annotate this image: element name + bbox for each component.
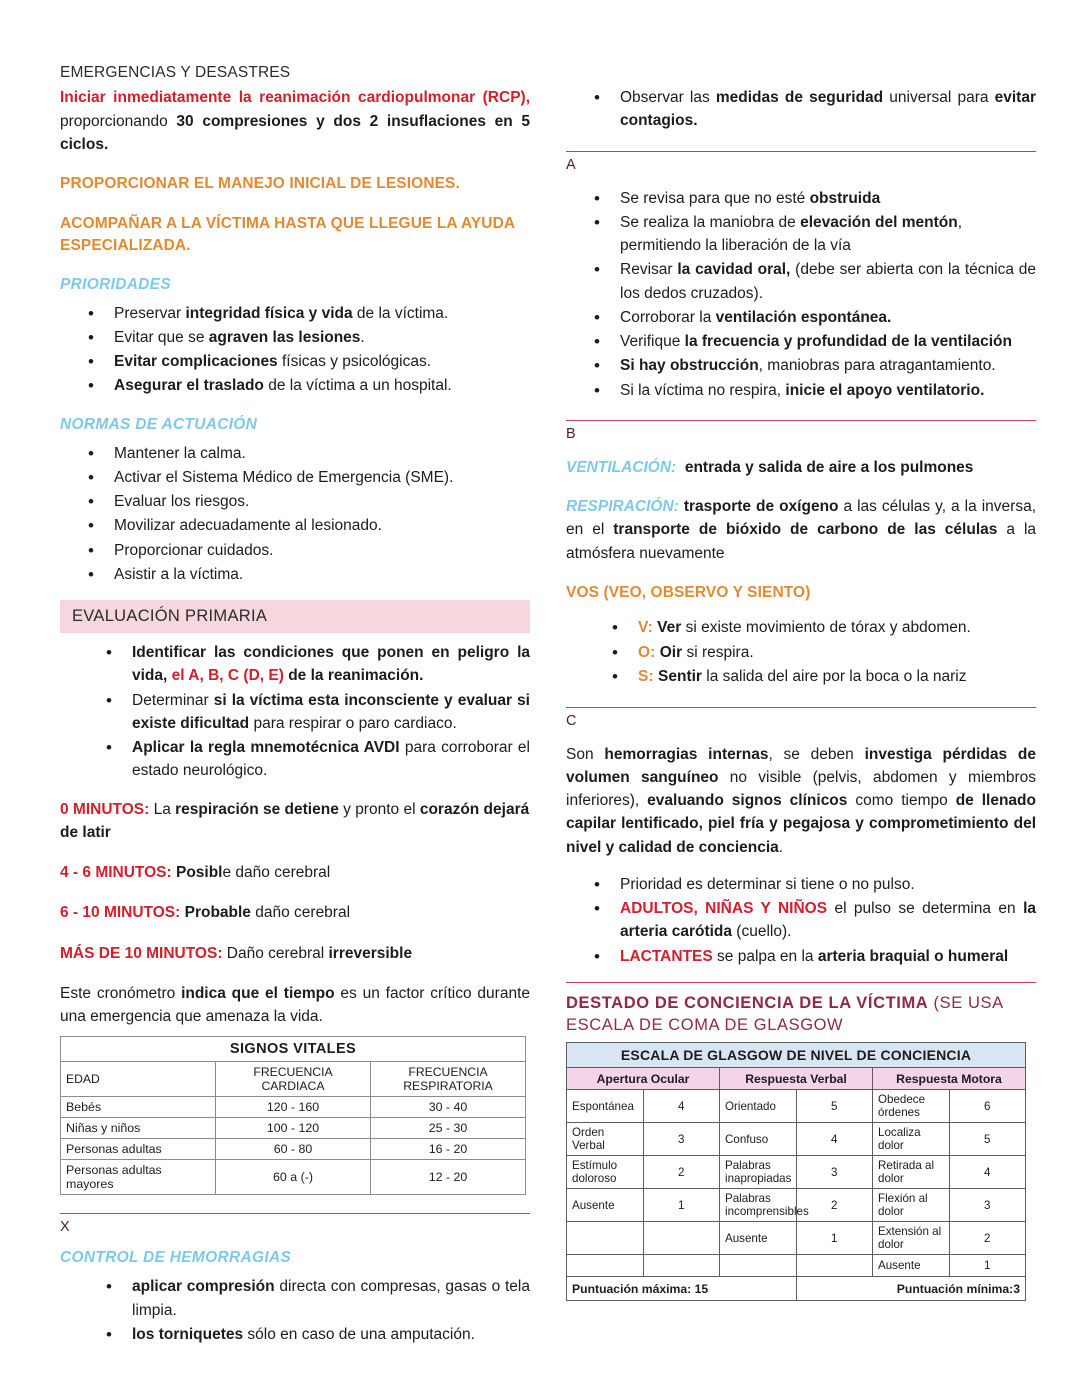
list-item	[106, 641, 530, 688]
item-bold: Si hay obstrucción	[620, 357, 759, 375]
timeline-label: 6 - 10 MINUTOS:	[60, 904, 181, 922]
item-post: para respirar o paro cardiaco.	[249, 714, 457, 732]
cell-ocular	[567, 1255, 644, 1277]
section-divider	[60, 1213, 530, 1214]
cell-motora: Retirada al dolor	[873, 1156, 950, 1189]
cell-verbal-score: 5	[796, 1090, 873, 1123]
item-tail: de la reanimación.	[283, 667, 424, 685]
cell-verbal: Palabras incomprensibles	[720, 1189, 797, 1222]
list-item	[594, 354, 1036, 377]
timeline-bold1: Posibl	[175, 864, 223, 882]
footer-puntuacion-minima: Puntuación mínima:3	[796, 1277, 1026, 1301]
para-b1: hemorragias internas	[604, 745, 769, 763]
item-bold2: evitar contagios.	[620, 89, 1036, 130]
prioridades-list	[60, 302, 530, 398]
ventilacion-label: VENTILACIÓN:	[566, 458, 677, 476]
cell-verbal: Ausente	[720, 1222, 797, 1255]
cell-verbal	[720, 1255, 797, 1277]
respiracion-bold2: transporte de bióxido de carbono de las células	[613, 521, 998, 539]
para-p3: no visible (pelvis, abdomen y miembros inferiores),	[566, 768, 1036, 810]
cell-ocular: Ausente	[567, 1189, 644, 1222]
rcp-lead-text: Iniciar inmediatamente la reanimación cardiopulmonar (RCP),	[60, 89, 530, 107]
item-post: de la víctima a un hospital.	[263, 377, 452, 395]
cell-motora: Ausente	[873, 1255, 950, 1277]
list-item	[594, 330, 1036, 353]
document-title: EMERGENCIAS Y DESASTRES	[60, 64, 291, 81]
table-footer-row	[567, 1277, 1026, 1301]
cell-motora: Extensión al dolor	[873, 1222, 950, 1255]
list-item	[612, 665, 1036, 688]
table-row	[61, 1160, 526, 1195]
item-post: para corroborar el estado neurológico.	[132, 739, 530, 780]
para-b4: de llenado capilar lentificado, piel fría y pegajosa y comprometimiento del nivel y calidad de conciencia	[566, 792, 1036, 856]
item-post: , permitiendo la liberación de la vía	[620, 213, 963, 254]
glasgow-title: ESCALA DE GLASGOW DE NIVEL DE CONCIENCIA	[567, 1043, 1026, 1068]
item-post: (debe ser abierta con la técnica de los dedos cruzados).	[620, 261, 1036, 302]
cell-edad: Personas adultas mayores	[61, 1160, 216, 1195]
table-row	[61, 1097, 526, 1118]
cell-ocular-score: 2	[643, 1156, 720, 1189]
list-item	[594, 211, 1036, 258]
item-bold: la cavidad oral,	[677, 261, 791, 279]
list-item	[594, 873, 1036, 896]
item-pre: Determinar	[132, 691, 214, 709]
list-item	[88, 326, 530, 349]
list-item	[594, 86, 1036, 133]
item-bold: arteria braquial o humeral	[817, 947, 1009, 965]
item-post: de la víctima.	[352, 304, 449, 322]
heading-rest-part: (SE USA ESCALA DE COMA DE GLASGOW	[566, 993, 1003, 1035]
item-post: sólo en caso de una amputación.	[243, 1325, 475, 1343]
seguridad-list	[566, 86, 1036, 133]
heading-prioridades: PRIORIDADES	[60, 275, 171, 293]
item-pre: Revisar	[620, 261, 678, 279]
item-bold: integridad física y vida	[185, 304, 353, 322]
item-post: físicas y psicológicas.	[277, 353, 432, 371]
section-divider	[566, 707, 1036, 708]
cell-ocular-score: 3	[643, 1123, 720, 1156]
list-item: • Movilizar adecuadamente al lesionado.	[88, 514, 530, 537]
para-p4: como tiempo	[847, 792, 956, 810]
item-bold: Oir	[659, 643, 683, 661]
timeline-bold2: corazón dejará de latir	[60, 800, 530, 841]
item-post: si existe movimiento de tórax y abdomen.	[681, 619, 971, 637]
normas-list	[60, 442, 530, 587]
table-row	[567, 1156, 1026, 1189]
list-item	[612, 641, 1036, 664]
pulso-list	[566, 873, 1036, 968]
table-row	[61, 1139, 526, 1160]
list-item	[594, 258, 1036, 305]
timeline-pre: La	[149, 800, 176, 818]
cell-motora-score: 6	[949, 1090, 1026, 1123]
cronometro-paragraph	[60, 982, 530, 1029]
table-title-row	[567, 1043, 1026, 1068]
list-item	[106, 1323, 530, 1346]
timeline-label: MÁS DE 10 MINUTOS:	[60, 944, 223, 962]
banner-evaluacion-primaria: EVALUACIÓN PRIMARIA	[60, 600, 530, 633]
footer-puntuacion-maxima: Puntuación máxima: 15	[567, 1277, 797, 1301]
column-header-frecuencia-cardiaca: FRECUENCIA CARDIACA	[216, 1062, 371, 1097]
heading-normas-actuacion: NORMAS DE ACTUACIÓN	[60, 415, 258, 433]
cell-respiratoria: 12 - 20	[371, 1160, 526, 1195]
timeline-mas-de-10-minutos	[60, 942, 530, 965]
item-pre: Prioridad es determinar si tiene o no pulso.	[620, 875, 915, 893]
section-letter-c: C	[566, 712, 577, 729]
para-b3: evaluando signos clínicos	[647, 792, 848, 810]
right-column	[566, 62, 1036, 1347]
respiracion-mid: a las células y, a la inversa, en el	[566, 498, 1036, 539]
vos-letter: V:	[638, 619, 653, 637]
para-b2: investiga pérdidas de volumen sanguíneo	[566, 745, 1036, 786]
cell-edad: Personas adultas	[61, 1139, 216, 1160]
table-row	[567, 1090, 1026, 1123]
subheader-respuesta-verbal: Respuesta Verbal	[720, 1068, 873, 1090]
rcp-paragraph	[60, 86, 530, 156]
section-divider	[566, 982, 1036, 983]
item-pre: se palpa en la	[712, 947, 818, 965]
item-bold: ventilación espontánea.	[715, 308, 892, 326]
list-item	[594, 187, 1036, 210]
respiracion-tail: a la atmósfera nuevamente	[566, 521, 1037, 562]
list-item	[612, 616, 1036, 639]
item-bold: aplicar compresión	[132, 1278, 275, 1296]
hemorragias-list	[60, 1275, 530, 1346]
item-bold: los torniquetes	[132, 1325, 244, 1343]
list-item: • Asistir a la víctima.	[88, 563, 530, 586]
cell-cardiaca: 60 a (-)	[216, 1160, 371, 1195]
para-p1: Son	[566, 745, 605, 763]
cell-motora-score: 2	[949, 1222, 1026, 1255]
item-pre: el pulso se determina en	[827, 900, 1024, 918]
cell-cardiaca: 100 - 120	[216, 1118, 371, 1139]
timeline-label: 4 - 6 MINUTOS:	[60, 864, 172, 882]
cell-motora-score: 1	[949, 1255, 1026, 1277]
heading-control-hemorragias: CONTROL DE HEMORRAGIAS	[60, 1249, 292, 1267]
list-item: • Activar el Sistema Médico de Emergencia (SME).	[88, 466, 530, 489]
heading-bold-part: DESTADO DE CONCIENCIA DE LA VÍCTIMA	[566, 993, 929, 1012]
item-bold: Identificar las condiciones que ponen en peligro la vida,	[132, 644, 530, 685]
item-bold: Asegurar el traslado	[114, 377, 264, 395]
item-post: directa con compresas, gasas o tela limpia.	[132, 1278, 530, 1319]
cell-verbal-score: 1	[796, 1222, 873, 1255]
glasgow-scale-table	[566, 1042, 1026, 1301]
item-mid: universal para	[883, 89, 995, 106]
list-item	[88, 374, 530, 397]
left-column	[60, 62, 530, 1347]
respiracion-definition	[566, 495, 1036, 565]
item-post: , maniobras para atragantamiento.	[758, 357, 996, 375]
timeline-mid: e daño cerebral	[222, 864, 331, 882]
timeline-bold1: respiración se detiene	[175, 800, 339, 818]
item-bold: la arteria carótida	[620, 900, 1036, 941]
respiracion-label: RESPIRACIÓN:	[566, 498, 679, 515]
cell-verbal: Orientado	[720, 1090, 797, 1123]
column-header-frecuencia-respiratoria: FRECUENCIA RESPIRATORIA	[371, 1062, 526, 1097]
cell-verbal: Confuso	[720, 1123, 797, 1156]
item-bold: Evitar complicaciones	[114, 353, 278, 371]
section-divider	[566, 151, 1036, 152]
item-bold: agraven las lesiones	[208, 328, 361, 346]
item-bold: Ver	[657, 619, 682, 637]
section-letter-a: A	[566, 156, 576, 173]
item-bold: la frecuencia y profundidad de la ventilación	[684, 333, 1012, 350]
list-item: • Mantener la calma.	[88, 442, 530, 465]
cell-ocular: Espontánea	[567, 1090, 644, 1123]
timeline-pre: Daño cerebral	[222, 944, 329, 962]
item-bold: obstruida	[809, 189, 881, 207]
cell-respiratoria: 25 - 30	[371, 1118, 526, 1139]
cell-respiratoria: 16 - 20	[371, 1139, 526, 1160]
item-pre: Se realiza la maniobra de	[620, 213, 801, 231]
cell-cardiaca: 120 - 160	[216, 1097, 371, 1118]
item-pre: Verifique	[620, 333, 685, 350]
item-red: el A, B, C (D, E)	[171, 667, 284, 685]
section-divider	[566, 420, 1036, 421]
item-pre: Corroborar la	[620, 308, 716, 326]
item-bold: elevación del mentón	[800, 213, 958, 231]
cell-ocular-score	[643, 1222, 720, 1255]
cell-motora-score: 4	[949, 1156, 1026, 1189]
item-post: .	[360, 328, 365, 346]
table-row	[567, 1189, 1026, 1222]
signos-vitales-table	[60, 1036, 526, 1195]
table-title-row	[61, 1037, 526, 1062]
cell-motora: Obedece órdenes	[873, 1090, 950, 1123]
cronometro-post: es un factor crítico durante una emergencia que amenaza la vida.	[60, 984, 530, 1026]
heading-vos: VOS (VEO, OBSERVO Y SIENTO)	[566, 583, 811, 601]
heading-acompanar-victima: ACOMPAÑAR A LA VÍCTIMA HASTA QUE LLEGUE LA AYUDA ESPECIALIZADA.	[60, 214, 515, 255]
list-item	[88, 350, 530, 373]
item-bold: inicie el apoyo ventilatorio.	[785, 381, 985, 399]
cell-ocular: Estímulo doloroso	[567, 1156, 644, 1189]
item-bold: si la víctima esta inconsciente y evaluar si existe dificultad	[132, 691, 530, 732]
item-red: LACTANTES	[620, 947, 713, 965]
hemorragias-internas-paragraph	[566, 743, 1036, 859]
item-pre: Preservar	[114, 304, 186, 322]
list-item	[106, 689, 530, 736]
para-p2: , se deben	[768, 745, 865, 763]
table-subheader-row	[567, 1068, 1026, 1090]
timeline-6-10-minutos	[60, 901, 530, 924]
list-item	[88, 302, 530, 325]
item-bold: Sentir	[658, 668, 702, 686]
cell-ocular	[567, 1222, 644, 1255]
item-post: la salida del aire por la boca o la nariz	[701, 668, 967, 686]
section-letter-x: X	[60, 1219, 70, 1236]
ventilacion-definition	[566, 456, 1036, 479]
timeline-mid: daño cerebral	[250, 904, 351, 922]
table-row	[61, 1118, 526, 1139]
item-post: si respira.	[682, 643, 754, 661]
cell-edad: Niñas y niños	[61, 1118, 216, 1139]
item-pre: Si la víctima no respira,	[620, 381, 786, 399]
cell-verbal-score: 2	[796, 1189, 873, 1222]
item-bold1: medidas de seguridad	[715, 89, 884, 106]
timeline-4-6-minutos	[60, 861, 530, 884]
rcp-bold-text: 30 compresiones y dos 2 insuflaciones en 5 ciclos.	[60, 112, 531, 153]
cell-motora-score: 3	[949, 1189, 1026, 1222]
cell-respiratoria: 30 - 40	[371, 1097, 526, 1118]
vos-list	[566, 616, 1036, 688]
table-row	[567, 1123, 1026, 1156]
heading-estado-conciencia	[566, 992, 1036, 1037]
vos-letter: S:	[638, 668, 654, 686]
item-pre: Observar las	[620, 89, 716, 106]
list-item	[594, 945, 1036, 968]
item-bold: Aplicar la regla mnemotécnica AVDI	[132, 739, 400, 757]
timeline-bold1: irreversible	[328, 944, 413, 962]
ventilacion-text: entrada y salida de aire a los pulmones	[684, 458, 974, 476]
list-item: • Evaluar los riesgos.	[88, 490, 530, 513]
cell-verbal-score: 3	[796, 1156, 873, 1189]
cronometro-bold: indica que el tiempo	[181, 984, 335, 1002]
timeline-mid: y pronto el	[338, 800, 420, 818]
item-red: ADULTOS, NIÑAS Y NIÑOS	[620, 900, 828, 918]
item-pre: Se revisa para que no esté	[620, 189, 810, 207]
table-header-row	[61, 1062, 526, 1097]
item-post: (cuello).	[732, 923, 792, 941]
cell-ocular: Orden Verbal	[567, 1123, 644, 1156]
cell-verbal-score: 4	[796, 1123, 873, 1156]
cell-verbal: Palabras inapropiadas	[720, 1156, 797, 1189]
list-item	[106, 736, 530, 783]
cell-motora: Localiza dolor	[873, 1123, 950, 1156]
cell-motora-score: 5	[949, 1123, 1026, 1156]
subheader-apertura-ocular: Apertura Ocular	[567, 1068, 720, 1090]
timeline-bold1: Probable	[184, 904, 251, 922]
list-item: • Proporcionar cuidados.	[88, 539, 530, 562]
cell-cardiaca: 60 - 80	[216, 1139, 371, 1160]
cell-edad: Bebés	[61, 1097, 216, 1118]
table-row	[567, 1255, 1026, 1277]
cell-motora: Flexión al dolor	[873, 1189, 950, 1222]
cell-ocular-score: 1	[643, 1189, 720, 1222]
section-a-list	[566, 187, 1036, 402]
list-item	[106, 1275, 530, 1322]
timeline-label: 0 MINUTOS:	[60, 800, 150, 818]
column-header-edad: EDAD	[61, 1062, 216, 1097]
evaluacion-primaria-list	[60, 641, 530, 783]
cell-ocular-score	[643, 1255, 720, 1277]
cell-verbal-score	[796, 1255, 873, 1277]
vos-letter: O:	[638, 643, 656, 661]
para-p5: .	[778, 838, 784, 856]
table-row	[567, 1222, 1026, 1255]
section-letter-b: B	[566, 425, 576, 442]
list-item	[594, 379, 1036, 402]
heading-manejo-inicial: PROPORCIONAR EL MANEJO INICIAL DE LESIONES.	[60, 175, 460, 193]
respiracion-bold1: trasporte de oxígeno	[683, 498, 839, 515]
subheader-respuesta-motora: Respuesta Motora	[873, 1068, 1026, 1090]
item-pre: Evitar que se	[114, 328, 209, 346]
cell-ocular-score: 4	[643, 1090, 720, 1123]
signos-vitales-title: SIGNOS VITALES	[61, 1037, 526, 1062]
timeline-0-minutos	[60, 798, 530, 845]
list-item	[594, 897, 1036, 944]
list-item	[594, 306, 1036, 329]
cronometro-pre: Este cronómetro	[60, 984, 182, 1002]
rcp-mid-text: proporcionando	[60, 112, 177, 130]
